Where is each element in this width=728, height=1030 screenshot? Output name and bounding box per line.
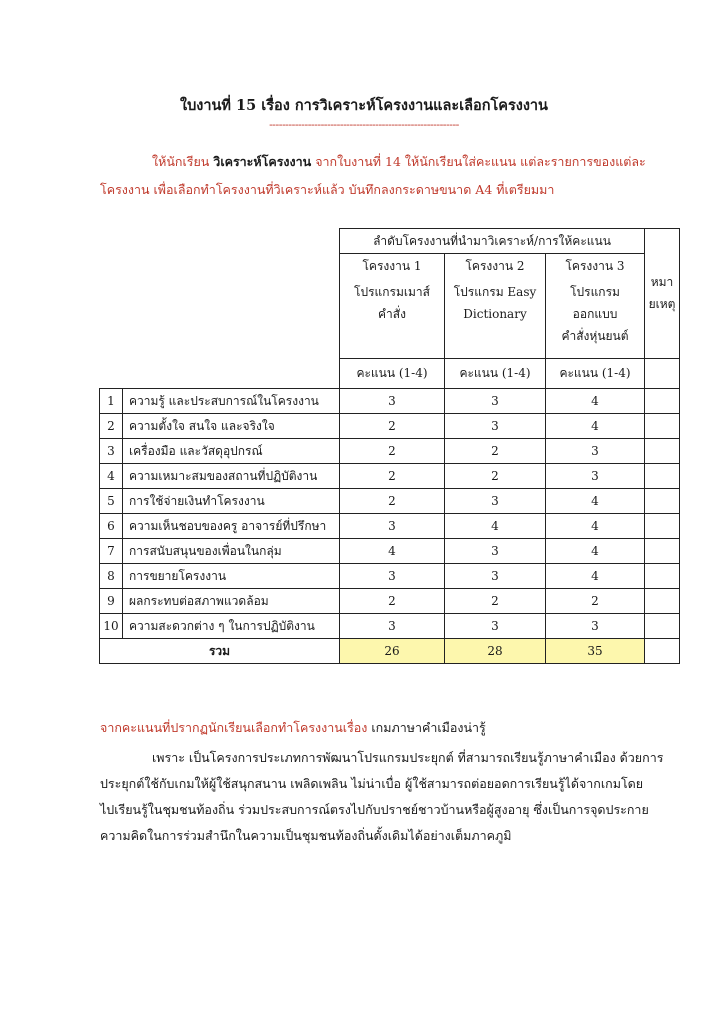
score-cell: 4	[445, 514, 546, 539]
remark-line-2: ยเหตุ	[648, 297, 676, 312]
score-table	[99, 228, 680, 664]
row-number: 2	[100, 414, 123, 439]
remark-cell	[645, 589, 680, 614]
instruction-part-1: ให้นักเรียน	[152, 154, 210, 169]
score-cell: 3	[546, 614, 645, 639]
project-3-name-line-2: ออกแบบ	[572, 307, 618, 321]
project-2-label: โครงงาน 2	[445, 254, 546, 279]
score-cell: 2	[445, 439, 546, 464]
title-divider: -----------------------------------------------------------	[269, 118, 459, 131]
table-row	[100, 389, 680, 414]
selected-project: เกมภาษาคำเมืองน่ารู้	[371, 720, 486, 735]
blank-corner-2	[100, 254, 340, 279]
score-cell: 2	[340, 439, 445, 464]
instruction-line-1	[152, 152, 728, 172]
score-cell: 2	[340, 464, 445, 489]
blank-corner	[100, 229, 340, 254]
project-2-name	[445, 278, 546, 358]
total-project-1: 26	[340, 639, 445, 664]
score-cell: 4	[546, 539, 645, 564]
remark-cell	[645, 614, 680, 639]
row-number: 8	[100, 564, 123, 589]
row-number: 10	[100, 614, 123, 639]
row-item: ความตั้งใจ สนใจ และจริงใจ	[123, 414, 340, 439]
remark-cell	[645, 564, 680, 589]
row-number: 6	[100, 514, 123, 539]
score-cell: 3	[445, 564, 546, 589]
table-row	[100, 414, 680, 439]
score-cell: 2	[445, 464, 546, 489]
score-cell: 3	[546, 439, 645, 464]
score-cell: 4	[546, 489, 645, 514]
score-cell: 4	[546, 514, 645, 539]
group-header: ลำดับโครงงานที่นำมาวิเคราะห์/การให้คะแนน	[340, 229, 645, 254]
project-3-label: โครงงาน 3	[546, 254, 645, 279]
conclusion-line-3: ประยุกต์ใช้กับเกมให้ผู้ใช้สนุกสนาน เพลิดเพลิน ไม่น่าเบื่อ ผู้ใช้สามารถต่อยอดการเรียนรู้ได้จากเกมโดย	[100, 776, 644, 791]
score-cell: 3	[340, 564, 445, 589]
score-cell: 2	[340, 489, 445, 514]
blank-corner-4	[100, 358, 340, 389]
score-cell: 2	[340, 589, 445, 614]
page-title: ใบงานที่ 15 เรื่อง การวิเคราะห์โครงงานและเลือกโครงงาน	[180, 97, 548, 114]
remark-cell	[645, 389, 680, 414]
project-1-name-line-1: โปรแกรมเมาส์	[354, 285, 430, 299]
row-item: ความรู้ และประสบการณ์ในโครงงาน	[123, 389, 340, 414]
total-label: รวม	[100, 639, 340, 664]
remark-cell-header	[645, 358, 680, 389]
total-project-3: 35	[546, 639, 645, 664]
instruction-part-2: วิเคราะห์โครงงาน	[213, 154, 312, 169]
conclusion-line-5: ความคิดในการร่วมสำนึกในความเป็นชุมชนท้องถิ่นดั้งเดิมได้อย่างเต็มภาคภูมิ	[100, 828, 512, 843]
row-item: ความเห็นชอบของครู อาจารย์ที่ปรึกษา	[123, 514, 340, 539]
table-row	[100, 564, 680, 589]
score-cell: 4	[546, 389, 645, 414]
score-header-2: คะแนน (1-4)	[445, 358, 546, 389]
remark-cell	[645, 489, 680, 514]
project-3-name-line-1: โปรแกรม	[570, 285, 620, 299]
remark-cell	[645, 414, 680, 439]
row-number: 5	[100, 489, 123, 514]
score-header-3: คะแนน (1-4)	[546, 358, 645, 389]
remark-line-1: หมา	[650, 275, 674, 290]
remark-cell	[645, 464, 680, 489]
remark-cell-total	[645, 639, 680, 664]
table-row	[100, 464, 680, 489]
row-item: การใช้จ่ายเงินทำโครงงาน	[123, 489, 340, 514]
row-number: 4	[100, 464, 123, 489]
conclusion-lead: จากคะแนนที่ปรากฏนักเรียนเลือกทำโครงงานเรื่อง	[100, 720, 368, 735]
row-item: การขยายโครงงาน	[123, 564, 340, 589]
conclusion-line-1	[100, 718, 486, 738]
project-1-label: โครงงาน 1	[340, 254, 445, 279]
project-1-name-line-2: คำสั่ง	[378, 307, 406, 321]
score-header-1: คะแนน (1-4)	[340, 358, 445, 389]
row-number: 1	[100, 389, 123, 414]
table-row	[100, 439, 680, 464]
score-cell: 3	[340, 614, 445, 639]
row-number: 3	[100, 439, 123, 464]
row-item: ความเหมาะสมของสถานที่ปฏิบัติงาน	[123, 464, 340, 489]
table-row	[100, 514, 680, 539]
project-3-name-line-3: คำสั่งหุ่นยนต์	[561, 329, 629, 343]
score-cell: 4	[546, 564, 645, 589]
row-item: ผลกระทบต่อสภาพแวดล้อม	[123, 589, 340, 614]
score-cell: 2	[340, 414, 445, 439]
score-cell: 4	[546, 414, 645, 439]
project-2-name-line-2: Dictionary	[463, 307, 527, 321]
score-cell: 3	[340, 514, 445, 539]
remark-cell	[645, 514, 680, 539]
instruction-part-3: จากใบงานที่ 14	[315, 154, 401, 169]
score-cell: 2	[445, 589, 546, 614]
score-cell: 3	[445, 539, 546, 564]
row-item: การสนับสนุนของเพื่อนในกลุ่ม	[123, 539, 340, 564]
row-number: 7	[100, 539, 123, 564]
project-1-name	[340, 278, 445, 358]
conclusion-line-2: เพราะ เป็นโครงการประเภทการพัฒนาโปรแกรมประยุกต์ ที่สามารถเรียนรู้ภาษาคำเมือง ด้วยการ	[152, 750, 664, 765]
score-cell: 3	[445, 414, 546, 439]
total-row	[100, 639, 680, 664]
row-item: เครื่องมือ และวัสดุอุปกรณ์	[123, 439, 340, 464]
table-row	[100, 589, 680, 614]
remark-header	[645, 229, 680, 359]
remark-cell	[645, 439, 680, 464]
score-cell: 4	[340, 539, 445, 564]
blank-corner-3	[100, 278, 340, 358]
remark-cell	[645, 539, 680, 564]
score-cell: 3	[445, 389, 546, 414]
project-3-name	[546, 278, 645, 358]
table-row	[100, 489, 680, 514]
score-cell: 3	[340, 389, 445, 414]
score-cell: 3	[445, 489, 546, 514]
table-row	[100, 614, 680, 639]
total-project-2: 28	[445, 639, 546, 664]
instruction-line-2	[100, 180, 700, 200]
score-cell: 3	[445, 614, 546, 639]
conclusion-line-4: ไปเรียนรู้ในชุมชนท้องถิ่น ร่วมประสบการณ์ตรงไปกับปราชย์ชาวบ้านหรือผู้สูงอายุ ซึ่งเป็นการจุดประกาย	[100, 802, 649, 817]
row-item: ความสะดวกต่าง ๆ ในการปฏิบัติงาน	[123, 614, 340, 639]
instruction-line-2-text: โครงงาน เพื่อเลือกทำโครงงานที่วิเคราะห์แล้ว บันทึกลงกระดาษขนาด A4 ที่เตรียมมา	[100, 182, 555, 197]
score-cell: 3	[546, 464, 645, 489]
table-row	[100, 539, 680, 564]
score-cell: 2	[546, 589, 645, 614]
row-number: 9	[100, 589, 123, 614]
instruction-part-4: ให้นักเรียนใส่คะแนน แต่ละรายการของแต่ละ	[404, 154, 646, 169]
project-2-name-line-1: โปรแกรม Easy	[453, 285, 537, 299]
